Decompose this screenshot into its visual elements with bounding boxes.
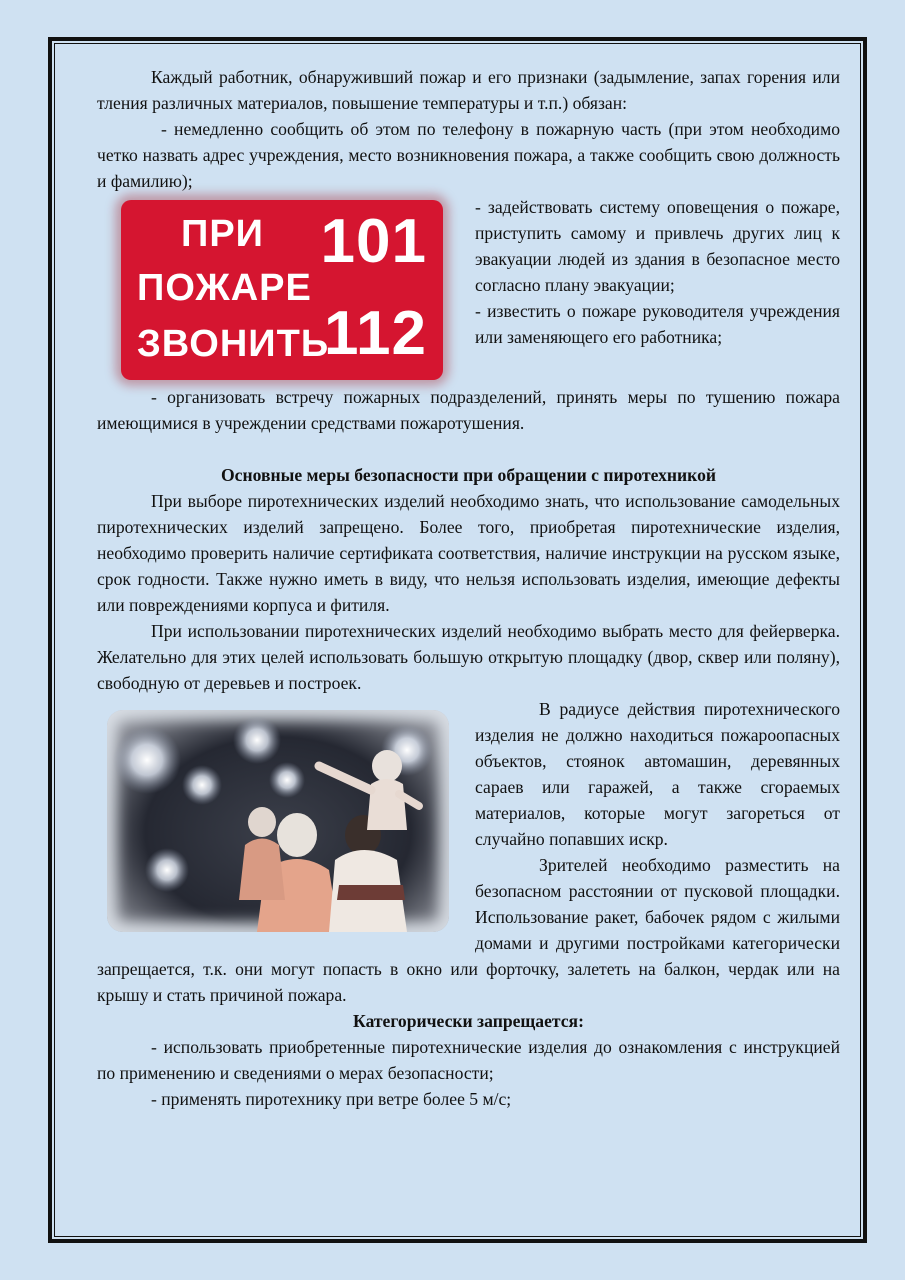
fireworks-illustration: [107, 710, 449, 932]
sign-number-101: 101: [320, 207, 427, 276]
pyro-place-paragraph: При использовании пиротехнических изделий необходимо выбрать место для фейерверка. Желательно для этих целей использовать большую открытую площадку (двор, сквер или поляну), свободную от деревьев и построек.: [97, 621, 840, 693]
prohibited-item-instructions: - использовать приобретенные пиротехнические изделия до ознакомления с инструкцией по применению и сведениями о мерах безопасности;: [97, 1037, 840, 1083]
sign-word-pozhare: ПОЖАРЕ: [137, 267, 312, 309]
section-heading-prohibited: Категорически запрещается:: [353, 1011, 584, 1031]
sign-word-pri: ПРИ: [181, 213, 264, 255]
pyro-radius-paragraph: В радиусе действия пиротехнического изделия не должно находиться пожароопасных объектов, стоянок автомашин, деревянных сараев или гаражей, а также сгораемых материалов, которые могут загореться от случайно попавших искр.: [475, 699, 840, 849]
prohibited-item-wind: - применять пиротехнику при ветре более 5 м/с;: [151, 1089, 512, 1109]
pyro-choice-paragraph: При выборе пиротехнических изделий необходимо знать, что использование самодельных пиротехнических изделий запрещено. Более того, приобретая пиротехнические изделия, необходимо проверить наличие сертификата соответствия, наличие инструкции на русском языке, срок годности. Также нужно иметь в виду, что нельзя использовать изделия, имеющие дефекты или повреждениями корпуса и фитиля.: [97, 491, 840, 615]
duty-call-fire-service: - немедленно сообщить об этом по телефону в пожарную часть (при этом необходимо четко назвать адрес учреждения, место возникновения пожара, а также сообщить свою должность и фамилию);: [97, 119, 840, 191]
pyro-spectators-paragraph: Зрителей необходимо разместить на безопасном расстоянии от пусковой площадки. Использование ракет, бабочек рядом с жилыми домами и другими постройками категорически запрещается, т.к. они могут попасть в окно или форточку, залететь на балкон, чердак или на крышу и стать причиной пожара.: [97, 855, 840, 1005]
fireworks-family-photo: [107, 710, 449, 932]
intro-paragraph: Каждый работник, обнаруживший пожар и его признаки (задымление, запах горения или тления различных материалов, повышение температуры и т.п.) обязан:: [97, 67, 840, 113]
duty-alert-system: - задействовать систему оповещения о пожаре, приступить самому и привлечь других лиц к эвакуации людей из здания в безопасное место согласно плану эвакуации;: [475, 197, 840, 295]
sign-word-zvonit: ЗВОНИТЬ: [137, 323, 330, 365]
duty-meet-firefighters: - организовать встречу пожарных подразделений, принять меры по тушению пожара имеющимися в учреждении средствами пожаротушения.: [97, 387, 840, 433]
section-heading-pyrotechnics: Основные меры безопасности при обращении с пиротехникой: [220, 465, 717, 485]
duty-notify-manager: - известить о пожаре руководителя учреждения или заменяющего его работника;: [475, 301, 840, 347]
emergency-numbers-sign: [121, 200, 443, 380]
document-body: [97, 64, 840, 1112]
sign-number-112: 112: [323, 299, 427, 368]
